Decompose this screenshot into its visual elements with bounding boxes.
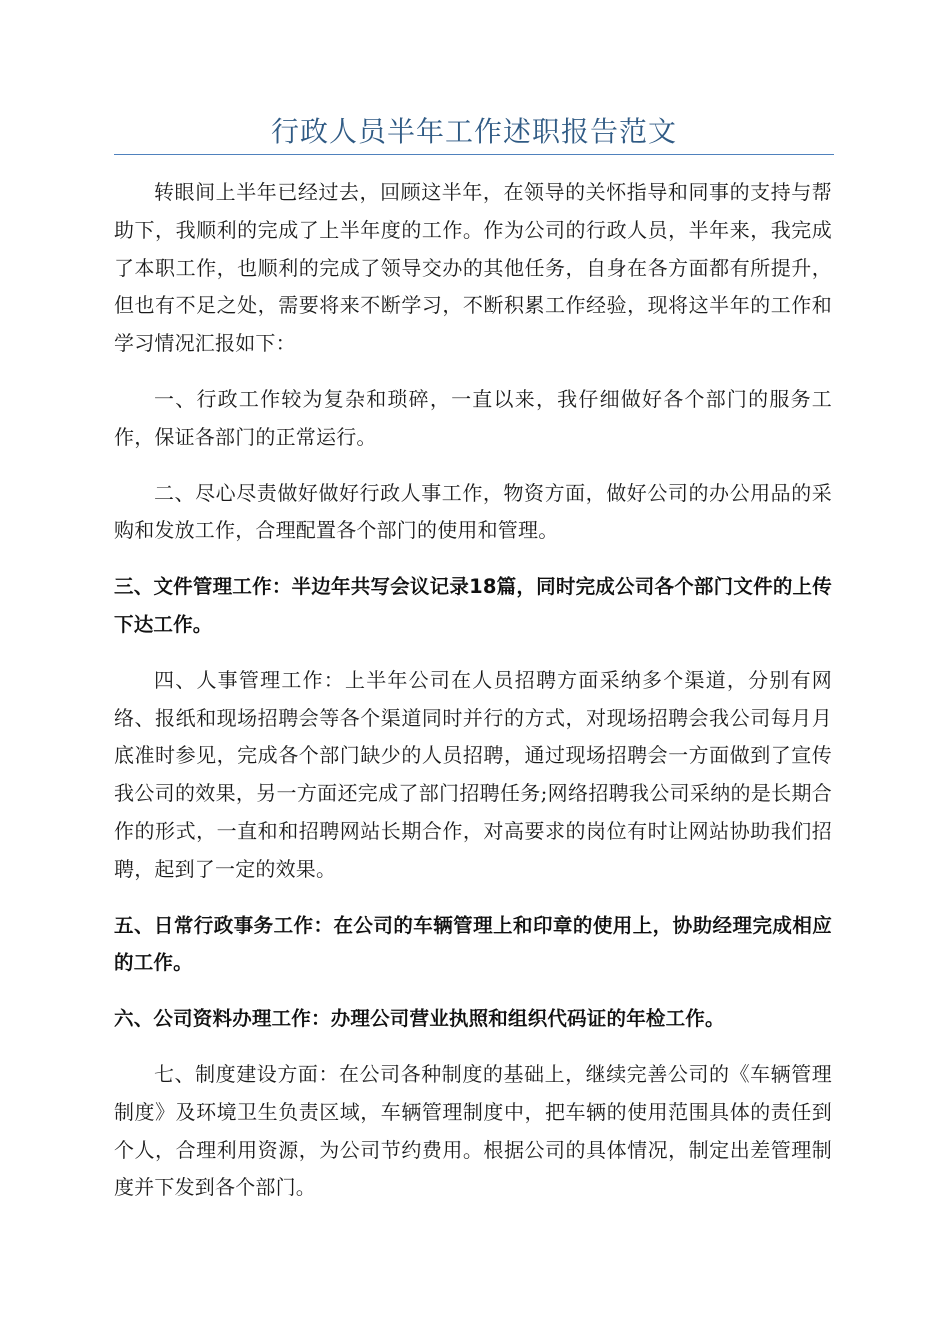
paragraph-item-2: 二、尽心尽责做好做好行政人事工作，物资方面，做好公司的办公用品的采购和发放工作，合理配置各个部门的使用和管理。 [114, 480, 832, 543]
paragraph-intro: 转眼间上半年已经过去，回顾这半年，在领导的关怀指导和同事的支持与帮助下，我顺利的完成了上半年度的工作。作为公司的行政人员，半年来，我完成了本职工作，也顺利的完成了领导交办的其他任务，自身在各方面都有所提升，但也有不足之处，需要将来不断学习，不断积累工作经验，现将这半年的工作和学习情况汇报如下： [114, 180, 832, 356]
paragraph-item-3: 三、文件管理工作：半边年共写会议记录18篇，同时完成公司各个部门文件的上传下达工作。 [114, 575, 832, 636]
page-title: 行政人员半年工作述职报告范文 [270, 115, 677, 148]
document-body [114, 174, 832, 1225]
paragraph-item-1: 一、行政工作较为复杂和琐碎，一直以来，我仔细做好各个部门的服务工作，保证各部门的正常运行。 [114, 386, 832, 449]
title-underline [114, 154, 834, 155]
paragraph-item-5: 五、日常行政事务工作：在公司的车辆管理上和印章的使用上，协助经理完成相应的工作。 [114, 913, 832, 975]
paragraph-item-6: 六、公司资料办理工作：办理公司营业执照和组织代码证的年检工作。 [114, 1007, 725, 1031]
paragraph-item-4: 四、人事管理工作：上半年公司在人员招聘方面采纳多个渠道，分别有网络、报纸和现场招聘会等各个渠道同时并行的方式，对现场招聘会我公司每月月底准时参见，完成各个部门缺少的人员招聘，通过现场招聘会一方面做到了宣传我公司的效果，另一方面还完成了部门招聘任务;网络招聘我公司采纳的是长期合作的形式，一直和和招聘网站长期合作，对高要求的岗位有时让网站协助我们招聘，起到了一定的效果。 [114, 667, 832, 881]
paragraph-item-7: 七、制度建设方面：在公司各种制度的基础上，继续完善公司的《车辆管理制度》及环境卫生负责区域，车辆管理制度中，把车辆的使用范围具体的责任到个人，合理利用资源，为公司节约费用。根据公司的具体情况，制定出差管理制度并下发到各个部门。 [114, 1061, 832, 1200]
